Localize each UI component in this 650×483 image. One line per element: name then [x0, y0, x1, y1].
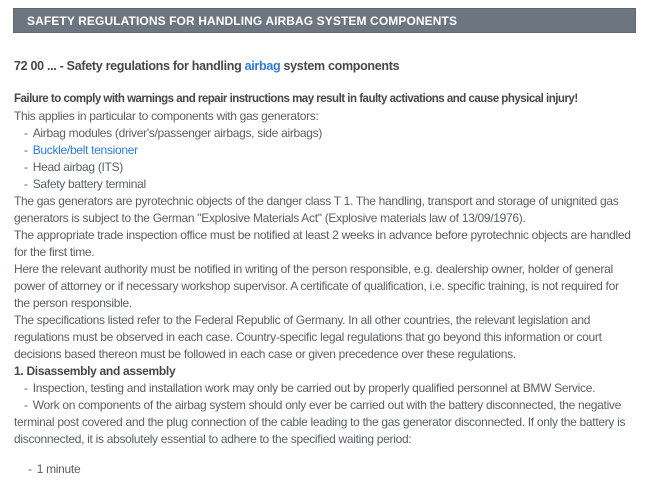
component-item-buckle-belt-tensioner: [14, 142, 636, 159]
airbag-link[interactable]: airbag: [244, 59, 281, 73]
instruction-label: Inspection, testing and installation work may only be carried out by properly qualified personnel at BMW Service.: [32, 381, 596, 395]
document-title-prefix: 72 00 ... - Safety regulations for handling: [14, 59, 245, 73]
section-header-title: SAFETY REGULATIONS FOR HANDLING AIRBAG SYSTEM COMPONENTS: [27, 13, 458, 28]
instruction-item-battery-disconnect: [14, 397, 636, 448]
bullet-dash: -: [28, 462, 32, 476]
bullet-dash: -: [24, 143, 28, 157]
component-label: Safety battery terminal: [32, 177, 146, 191]
section-heading-disassembly: 1. Disassembly and assembly: [14, 364, 176, 378]
component-label: Head airbag (ITS): [32, 160, 123, 174]
component-item-safety-battery-terminal: [14, 176, 636, 193]
paragraph-specifications: The specifications listed refer to the Federal Republic of Germany. In all other countries, the relevant legislation and regulations must be observed in each case. Country-specific legal regulations that go beyond this information or court decisions based thereon must be followed in each case or given precedence over these regulations.: [14, 313, 602, 361]
document-title-line: [14, 58, 636, 75]
waiting-period-item: [14, 461, 636, 478]
paragraph-gas-generators: The gas generators are pyrotechnic objects of the danger class T 1. The handling, transport and storage of unignited gas generators is subject to the German "Explosive Materials Act" (Explosive materials law of 13/09/1976).: [14, 194, 619, 225]
paragraph-trade-inspection: The appropriate trade inspection office must be notified at least 2 weeks in advance before pyrotechnic objects are handled for the first time.: [14, 228, 631, 259]
bullet-dash: -: [24, 126, 28, 140]
section-header-bar: [13, 8, 636, 33]
document-body: [14, 58, 636, 478]
component-item-head-airbag: [14, 159, 636, 176]
bullet-dash: -: [24, 177, 28, 191]
component-item-airbag-modules: [14, 125, 636, 142]
paragraph-relevant-authority: Here the relevant authority must be notified in writing of the person responsible, e.g. dealership owner, holder of general power of attorney or if necessary workshop supervisor. A certificate of qualification, i.e. specific training, is not required for the person responsible.: [14, 262, 619, 310]
instruction-item-inspection: [14, 380, 636, 397]
waiting-period-label: 1 minute: [36, 462, 81, 476]
instruction-label: Work on components of the airbag system should only ever be carried out with the battery disconnected, the negative terminal post covered and the plug connection of the cable leading to the gas generator disconnected. If only the battery is disconnected, it is absolutely essential to adhere to the specified waiting period:: [14, 398, 626, 446]
page: [0, 8, 650, 483]
bullet-dash: -: [24, 398, 28, 412]
applies-line: This applies in particular to components with gas generators:: [14, 109, 319, 123]
buckle-belt-tensioner-link[interactable]: Buckle/belt tensioner: [32, 143, 138, 157]
component-label: Airbag modules (driver's/passenger airbags, side airbags): [32, 126, 323, 140]
bullet-dash: -: [24, 160, 28, 174]
document-title-suffix: system components: [280, 59, 400, 73]
warning-line: Failure to comply with warnings and repair instructions may result in faulty activations and cause physical injury!: [14, 93, 578, 105]
bullet-dash: -: [24, 381, 28, 395]
